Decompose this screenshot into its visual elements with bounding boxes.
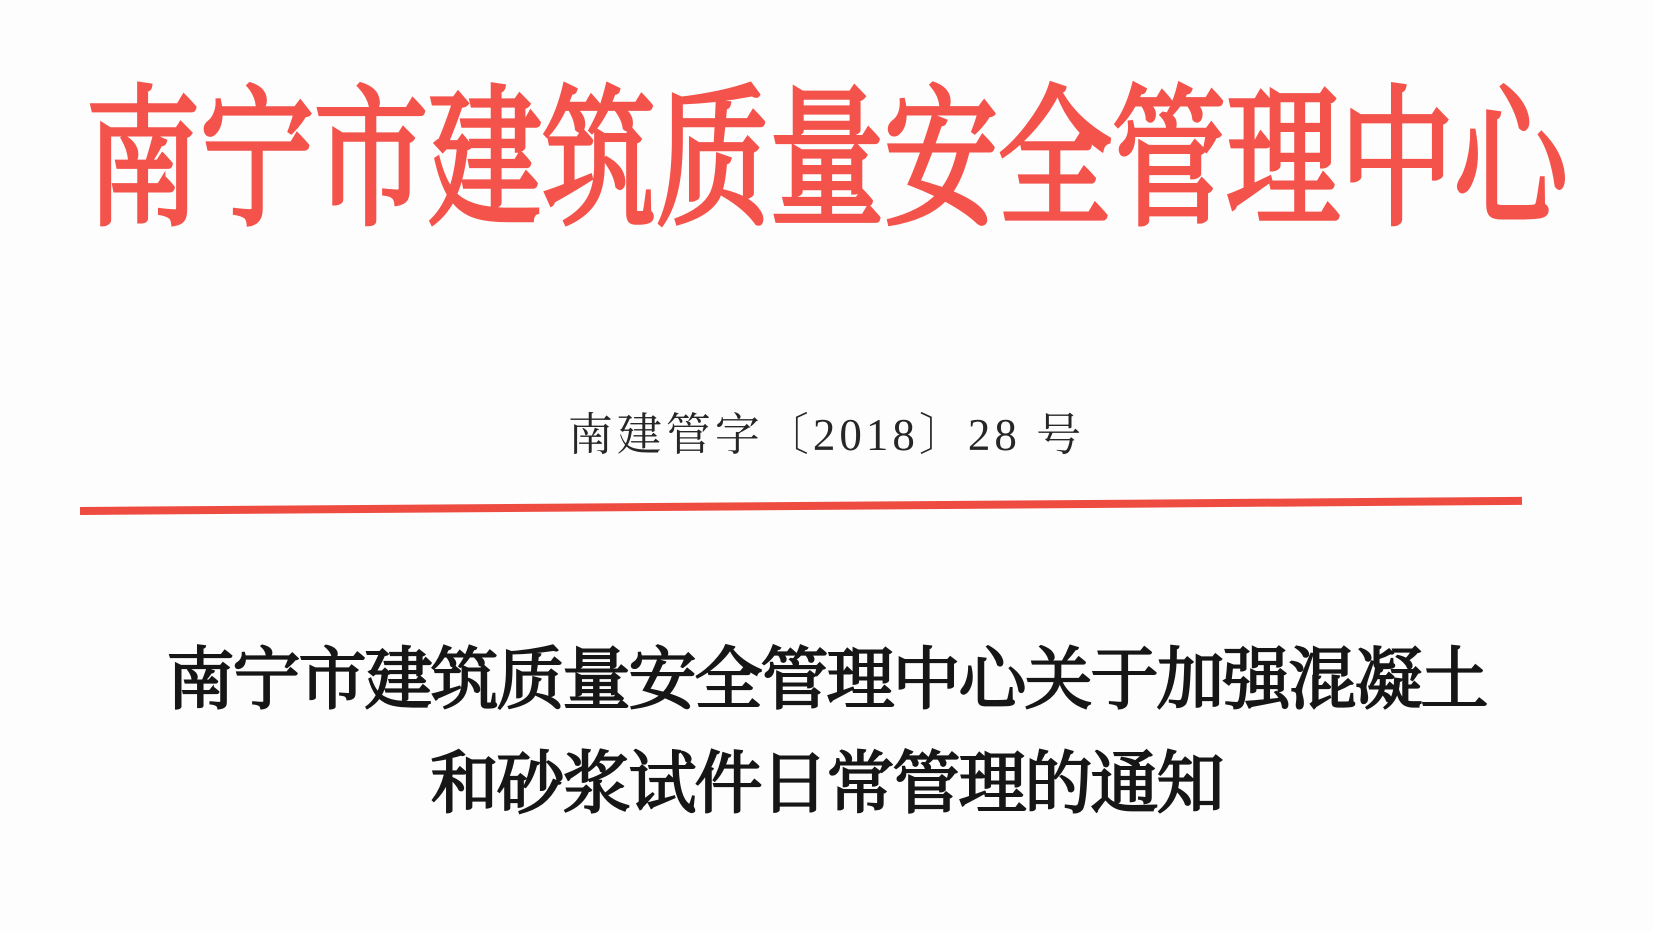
doc-title-line1: 南宁市建筑质量安全管理中心关于加强混凝土 <box>166 642 1487 718</box>
red-divider-line <box>80 497 1522 515</box>
doc-title-line2: 和砂浆试件日常管理的通知 <box>430 746 1223 822</box>
doc-title <box>0 628 1653 836</box>
org-name-heading: 南宁市建筑质量安全管理中心 <box>85 77 1568 245</box>
doc-reference-number: 南建管字〔2018〕28 号 <box>567 410 1086 460</box>
letterhead <box>0 77 1653 245</box>
